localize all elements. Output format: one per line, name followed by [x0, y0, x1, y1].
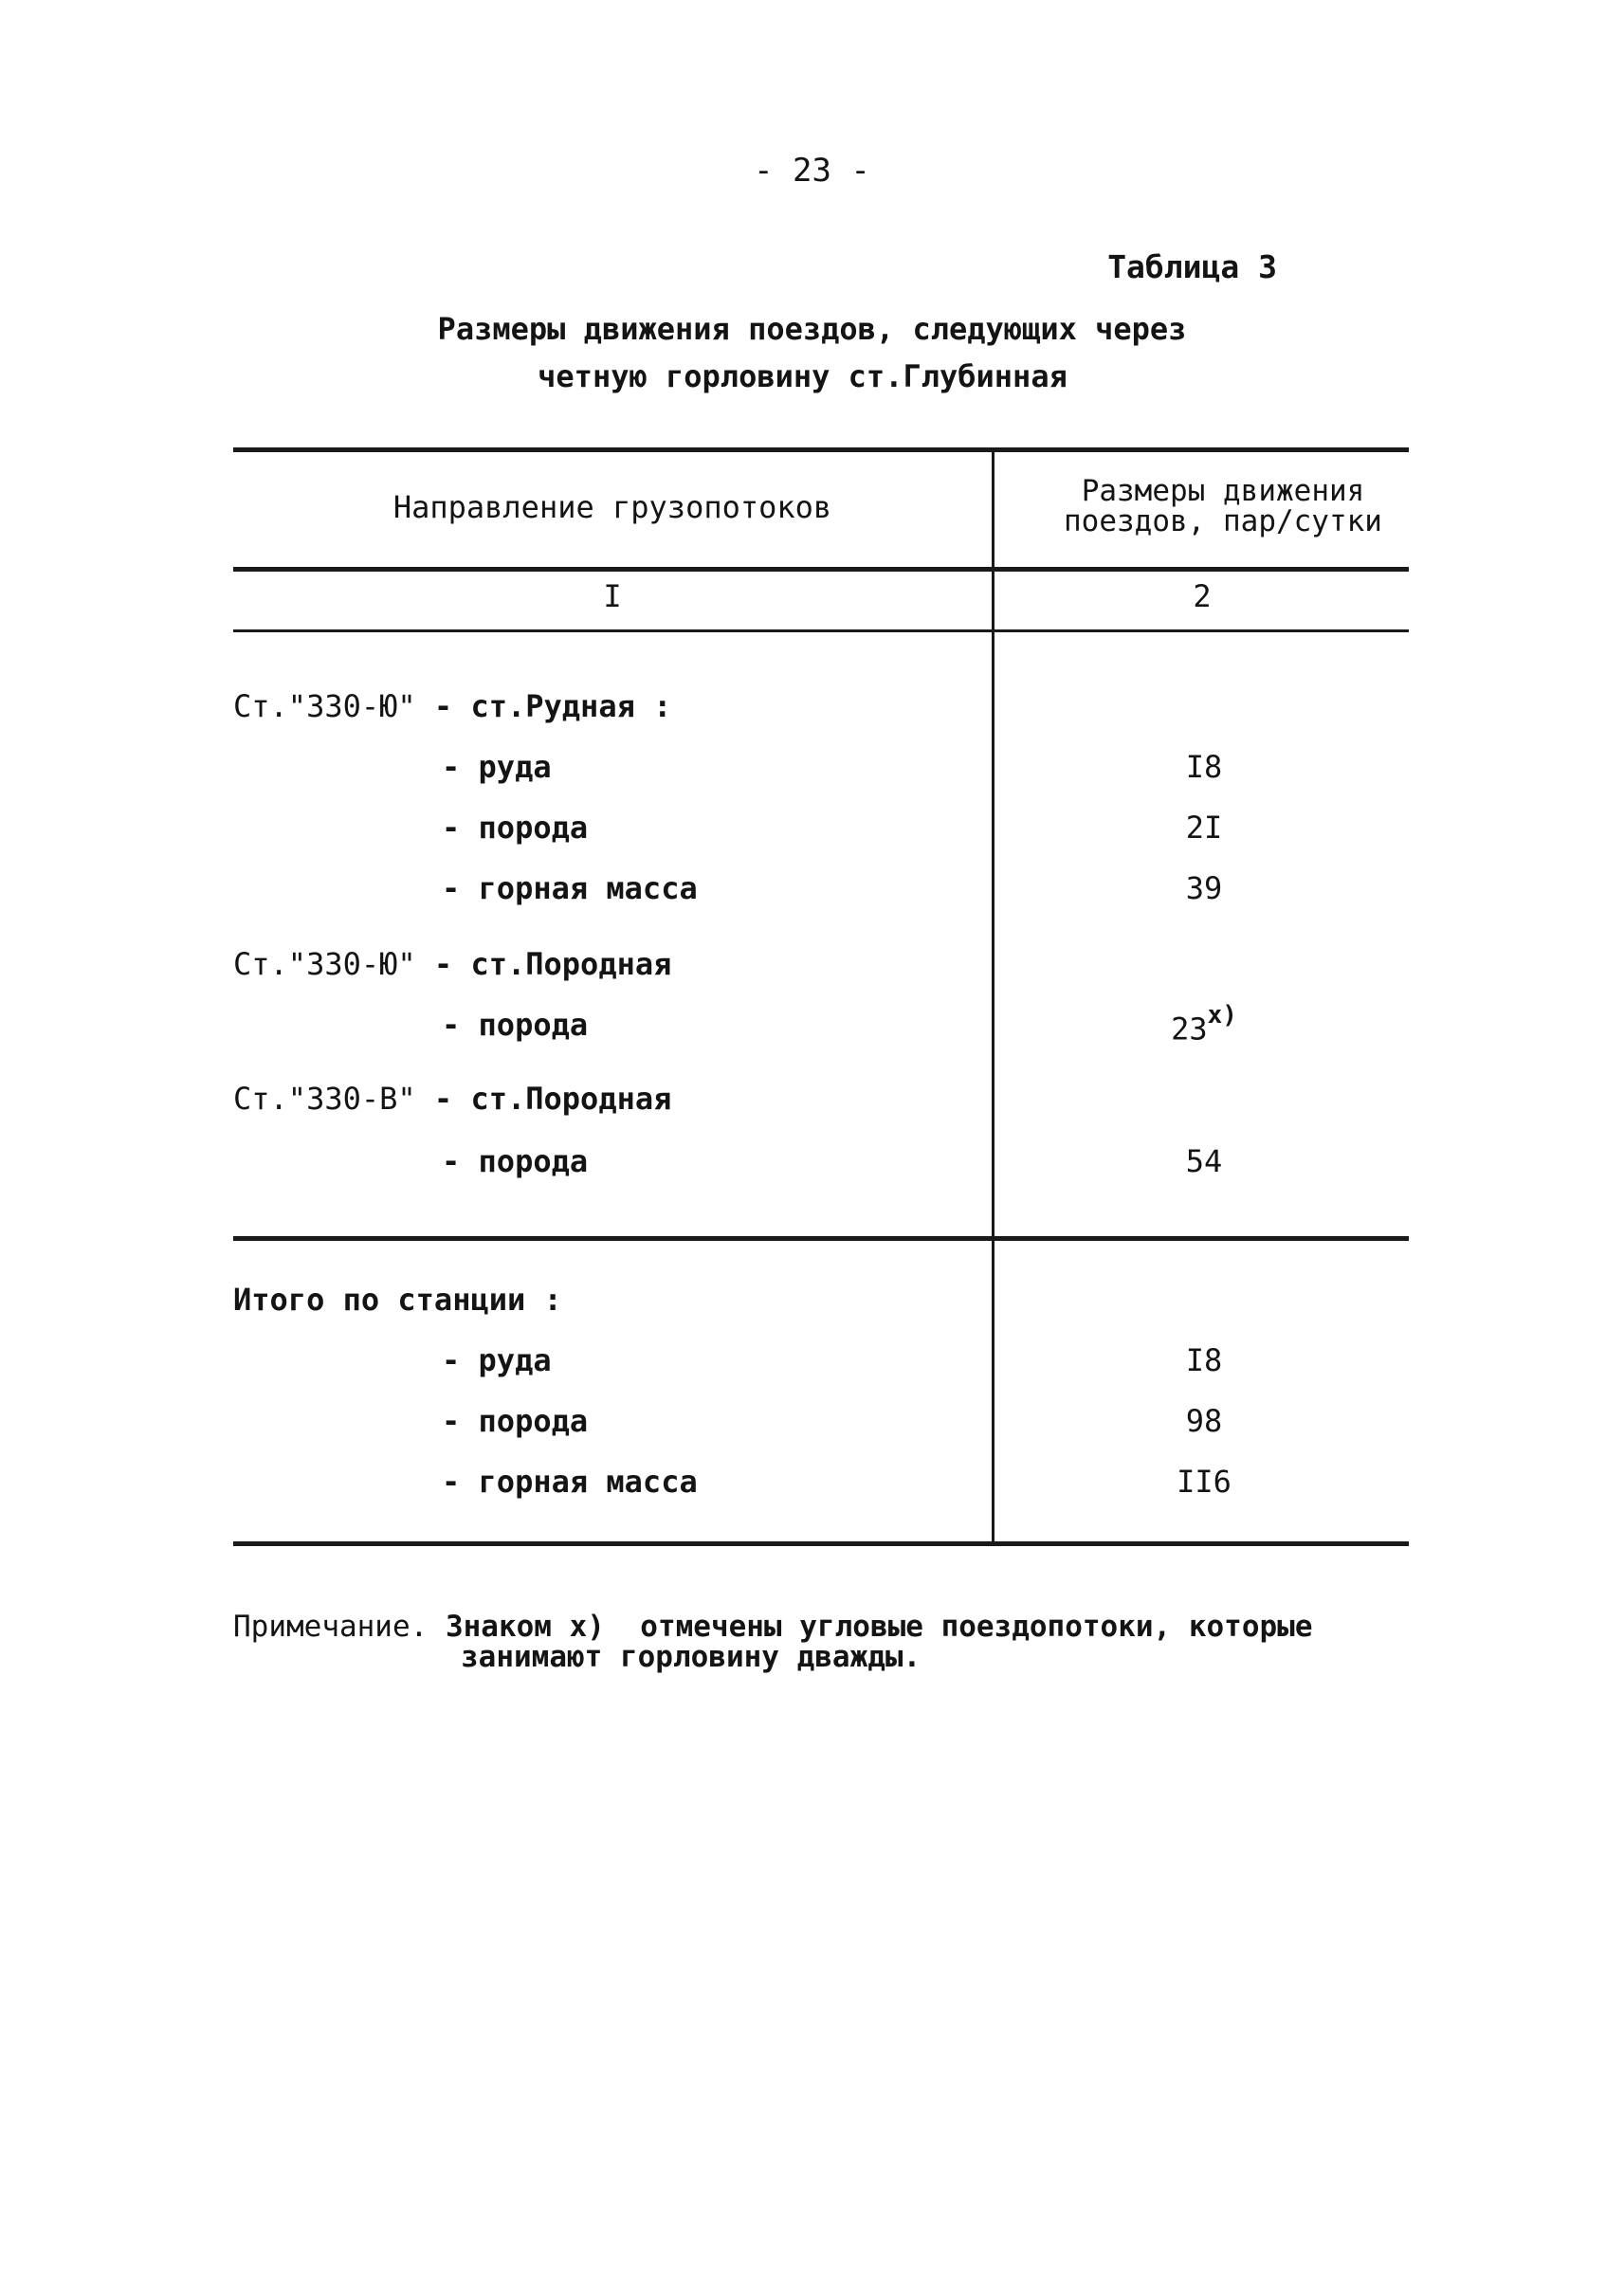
header-train-volume-line-1: Размеры движения	[1081, 474, 1365, 508]
table-bottom-rule	[233, 1541, 1409, 1546]
title-line-2: четную горловину ст.Глубинная	[538, 358, 1067, 394]
footnote	[233, 1612, 1313, 1672]
total-item-value: II6	[1177, 1464, 1232, 1500]
table-title	[0, 305, 1624, 400]
total-item-value: I8	[1185, 1342, 1223, 1378]
total-item-value: 98	[1185, 1403, 1223, 1439]
total-item-label: - порода	[442, 1403, 589, 1439]
title-line-1: Размеры движения поездов, следующих через	[437, 311, 1187, 347]
cargo-item-value	[1100, 1001, 1308, 1047]
route-station: Ст."330-В"	[233, 1081, 416, 1117]
cargo-item-value: I8	[1185, 749, 1223, 785]
footnote-line-2: занимают горловину дважды.	[461, 1640, 921, 1674]
column-number-1: I	[603, 578, 622, 614]
route-row	[233, 946, 671, 982]
body-bottom-rule	[233, 1236, 1409, 1241]
header-train-volume	[1033, 476, 1413, 537]
route-row	[233, 688, 671, 724]
column-number-2: 2	[1193, 578, 1212, 614]
cargo-item-label: - руда	[442, 749, 552, 785]
cargo-item-value: 39	[1185, 870, 1223, 906]
cargo-item-label: - порода	[442, 1007, 589, 1043]
numbering-bottom-rule	[233, 629, 1409, 632]
route-station: Ст."330-Ю"	[233, 688, 416, 724]
footnote-lead: Примечание.	[233, 1610, 429, 1644]
cargo-item-label: - горная масса	[442, 870, 698, 906]
header-train-volume-line-2: поездов, пар/сутки	[1064, 504, 1382, 538]
footnote-line-1: Знаком x) отмечены угловые поездопотоки, которые	[445, 1610, 1313, 1644]
cargo-item-label: - порода	[442, 1143, 589, 1179]
footnote-mark: x)	[1207, 1001, 1237, 1029]
total-item-label: - руда	[442, 1342, 552, 1378]
value-number: 23	[1171, 1011, 1208, 1047]
route-destination: - ст.Породная	[433, 1081, 672, 1117]
header-bottom-rule	[233, 567, 1409, 572]
route-row	[233, 1081, 671, 1117]
route-destination: - ст.Породная	[433, 946, 672, 982]
table-top-rule	[233, 447, 1409, 452]
table-label: Таблица 3	[1107, 248, 1277, 285]
total-item-label: - горная масса	[442, 1464, 698, 1500]
route-station: Ст."330-Ю"	[233, 946, 416, 982]
page-number: - 23 -	[754, 152, 870, 190]
cargo-item-label: - порода	[442, 810, 589, 846]
column-divider	[992, 451, 994, 1543]
total-label: Итого по станции :	[233, 1282, 562, 1318]
header-direction: Направление грузопотоков	[392, 489, 832, 525]
route-destination: - ст.Рудная :	[433, 688, 672, 724]
cargo-item-value: 54	[1185, 1143, 1223, 1179]
cargo-item-value: 2I	[1185, 810, 1223, 846]
